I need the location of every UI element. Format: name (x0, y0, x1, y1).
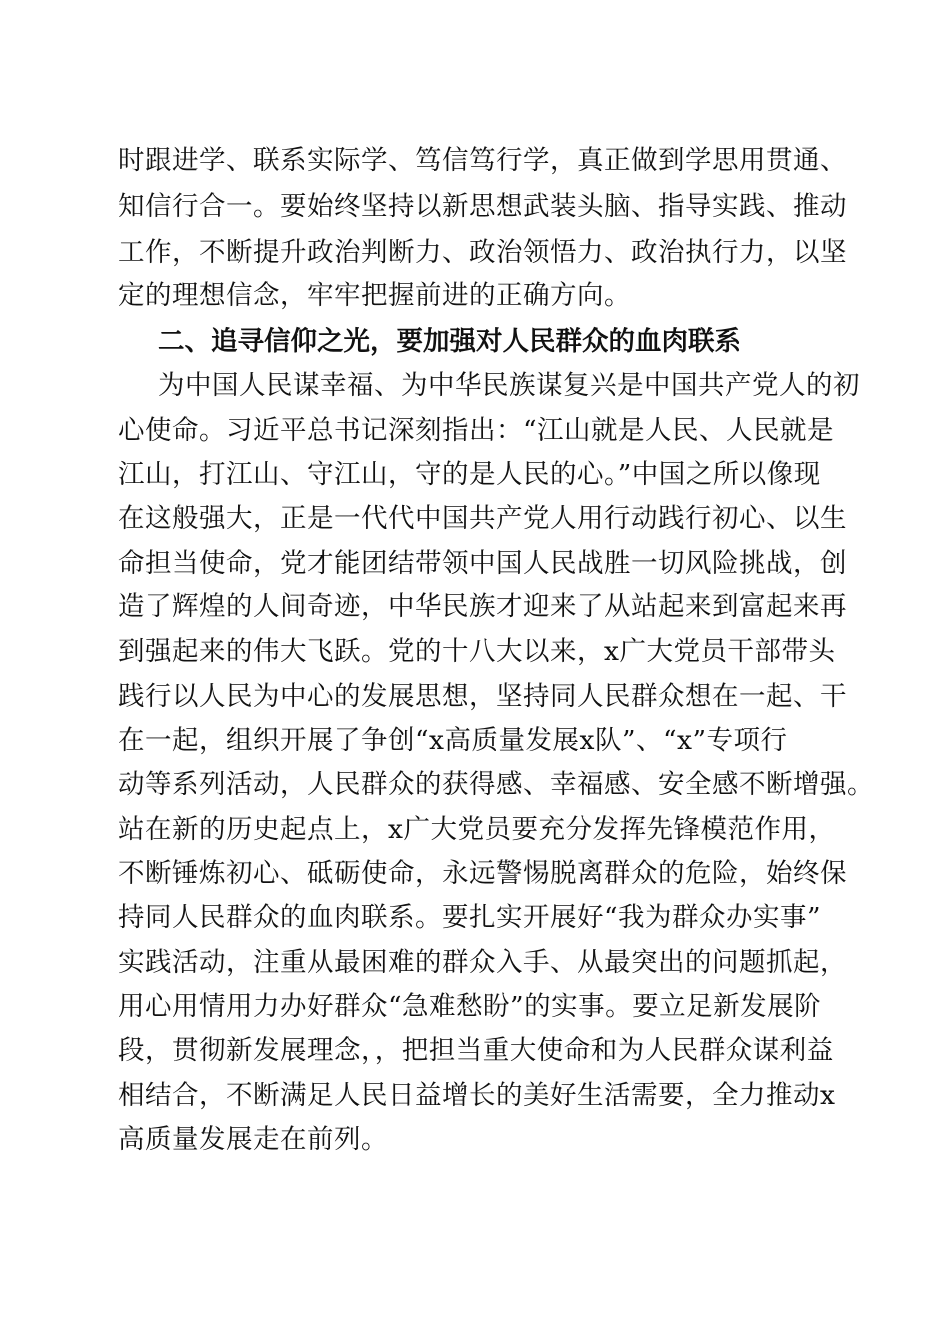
paragraph-line: 命担当使命，党才能团结带领中国人民战胜一切风险挑战，创 (118, 548, 847, 579)
paragraph-line: 知信行合一。要始终坚持以新思想武装头脑、指导实践、推动 (118, 191, 847, 222)
paragraph-line: 段，贯彻新发展理念，，把担当重大使命和为人民群众谋利益 (118, 1035, 834, 1066)
paragraph-line: 心使命。习近平总书记深刻指出：“江山就是人民、人民就是 (118, 415, 835, 446)
paragraph-line: 定的理想信念，牢牢把握前进的正确方向。 (118, 280, 631, 311)
paragraph-line: 在一起，组织开展了争创“x高质量发展x队”、“x”专项行 (118, 725, 788, 756)
paragraph-line: 站在新的历史起点上，x广大党员要充分发挥先锋模范作用， (118, 814, 836, 845)
paragraph-line: 在这般强大，正是一代代中国共产党人用行动践行初心、以生 (118, 503, 847, 534)
paragraph-line: 造了辉煌的人间奇迹，中华民族才迎来了从站起来到富起来再 (118, 591, 847, 622)
paragraph-line: 江山，打江山、守江山，守的是人民的心。”中国之所以像现 (118, 459, 821, 490)
paragraph-line: 工作，不断提升政治判断力、政治领悟力、政治执行力，以坚 (118, 237, 847, 268)
paragraph-line: 为中国人民谋幸福、为中华民族谋复兴是中国共产党人的初 (158, 370, 860, 401)
paragraph-line: 不断锤炼初心、砥砺使命，永远警惕脱离群众的危险，始终保 (118, 858, 847, 889)
paragraph-line: 实践活动，注重从最困难的群众入手、从最突出的问题抓起， (118, 947, 847, 978)
section-heading: 二、追寻信仰之光，要加强对人民群众的血肉联系 (158, 326, 741, 357)
paragraph-line: 践行以人民为中心的发展思想，坚持同人民群众想在一起、干 (118, 681, 847, 712)
paragraph-line: 持同人民群众的血肉联系。要扎实开展好“我为群众办实事” (118, 902, 822, 933)
paragraph-line: 相结合，不断满足人民日益增长的美好生活需要，全力推动x (118, 1080, 836, 1111)
paragraph-line: 到强起来的伟大飞跃。党的十八大以来，x广大党员干部带头 (118, 636, 836, 667)
paragraph-line: 高质量发展走在前列。 (118, 1124, 388, 1155)
paragraph-line: 动等系列活动，人民群众的获得感、幸福感、安全感不断增强。 (118, 769, 874, 800)
paragraph-line: 用心用情用力办好群众“急难愁盼”的实事。要立足新发展阶 (118, 991, 822, 1022)
paragraph-line: 时跟进学、联系实际学、笃信笃行学，真正做到学思用贯通、 (118, 145, 847, 176)
